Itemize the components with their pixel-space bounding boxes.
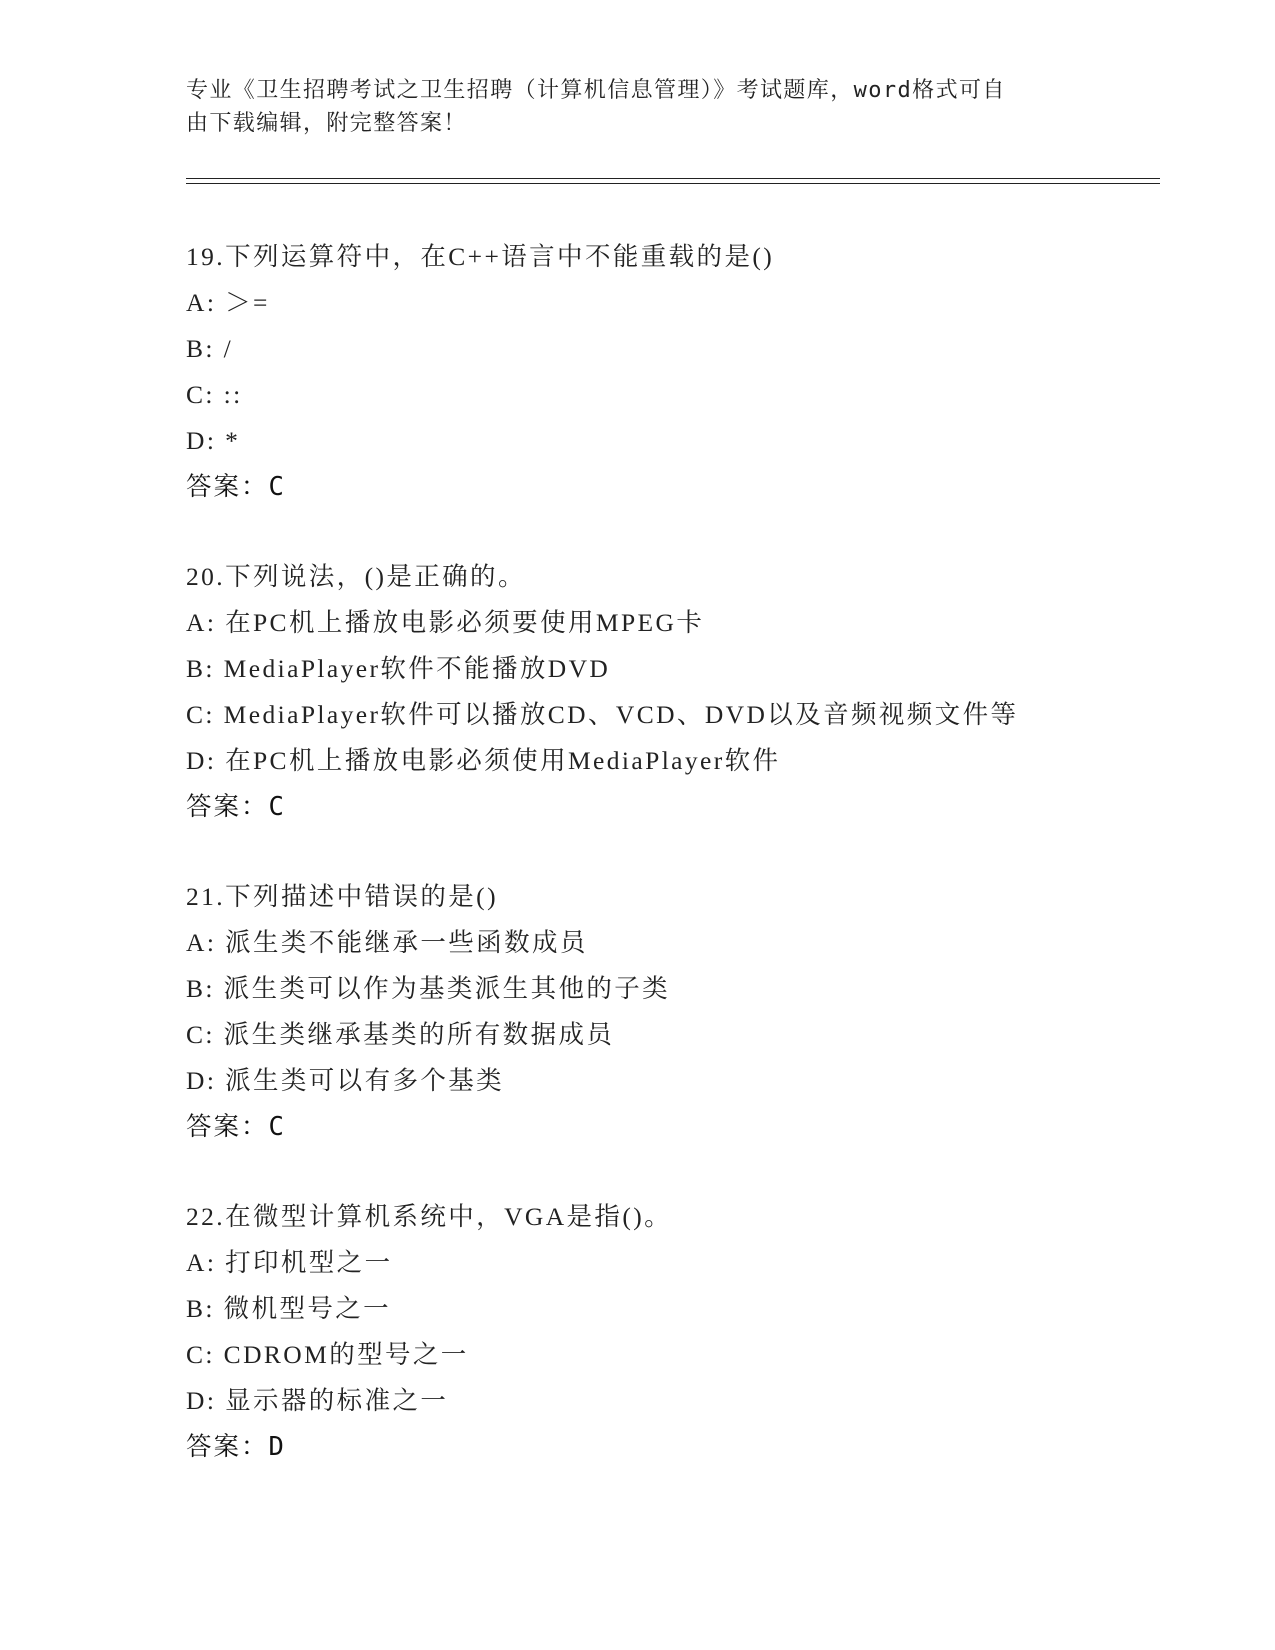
answer: 答案：C bbox=[186, 1112, 286, 1142]
option-c: C: CDROM的型号之一 bbox=[186, 1340, 469, 1369]
option-d: D: 派生类可以有多个基类 bbox=[186, 1066, 505, 1095]
option-d: D: 显示器的标准之一 bbox=[186, 1386, 449, 1415]
option-a: A: ＞= bbox=[186, 288, 270, 317]
answer: 答案：C bbox=[186, 792, 286, 822]
option-a: A: 在PC机上播放电影必须要使用MPEG卡 bbox=[186, 608, 705, 637]
option-a: A: 派生类不能继承一些函数成员 bbox=[186, 928, 588, 957]
option-b: B: 派生类可以作为基类派生其他的子类 bbox=[186, 974, 671, 1003]
document-header bbox=[186, 74, 1086, 140]
question-stem: 19.下列运算符中，在C++语言中不能重载的是() bbox=[186, 242, 775, 271]
question-22 bbox=[186, 1194, 1146, 1470]
option-b: B: 微机型号之一 bbox=[186, 1294, 392, 1323]
option-c: C: 派生类继承基类的所有数据成员 bbox=[186, 1020, 615, 1049]
option-c: C: MediaPlayer软件可以播放CD、VCD、DVD以及音频视频文件等 bbox=[186, 700, 1019, 729]
option-b: B: / bbox=[186, 334, 234, 363]
option-c: C: :: bbox=[186, 380, 243, 409]
question-stem: 20.下列说法，()是正确的。 bbox=[186, 562, 526, 591]
option-d: D: 在PC机上播放电影必须使用MediaPlayer软件 bbox=[186, 746, 781, 775]
question-20 bbox=[186, 554, 1146, 830]
header-divider-top bbox=[186, 178, 1160, 179]
option-b: B: MediaPlayer软件不能播放DVD bbox=[186, 654, 611, 683]
question-19 bbox=[186, 234, 1146, 510]
answer: 答案：C bbox=[186, 472, 286, 502]
answer: 答案：D bbox=[186, 1432, 286, 1462]
header-divider-bottom bbox=[186, 183, 1160, 184]
header-line-2: 由下载编辑，附完整答案！ bbox=[186, 111, 467, 136]
question-stem: 21.下列描述中错误的是() bbox=[186, 882, 498, 911]
question-stem: 22.在微型计算机系统中，VGA是指()。 bbox=[186, 1202, 673, 1231]
option-d: D: * bbox=[186, 426, 241, 455]
question-21 bbox=[186, 874, 1146, 1150]
header-line-1: 专业《卫生招聘考试之卫生招聘（计算机信息管理）》考试题库，word格式可自 bbox=[186, 78, 1006, 103]
option-a: A: 打印机型之一 bbox=[186, 1248, 393, 1277]
